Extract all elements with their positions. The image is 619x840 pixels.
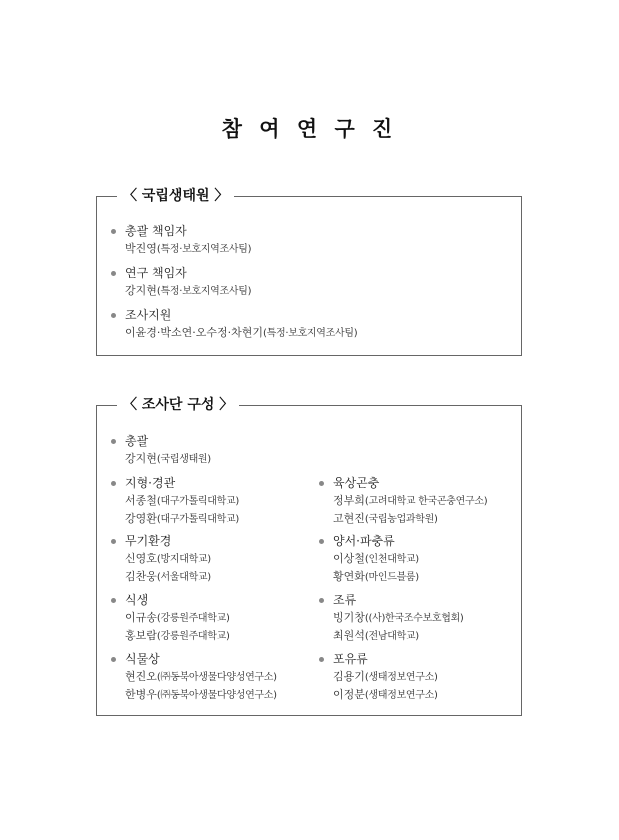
role-label: 연구 책임자 [125,266,187,280]
role-label: 식물상 [125,652,160,666]
section-heading: 〈 조사단 구성 〉 [117,395,239,415]
member-name: 이정분 [333,688,365,701]
member-affiliation: (마인드블룸) [364,572,419,583]
bullet-icon [319,481,324,486]
bullet-icon [319,598,324,603]
role-label: 식생 [125,593,149,607]
entry-abiotic [111,533,211,586]
member-affiliation: (고려대학교 한국곤충연구소) [364,496,488,507]
bullet-icon [111,539,116,544]
bullet-icon [111,598,116,603]
member-affiliation: (강릉원주대학교) [156,613,230,624]
member-name: 강지현 [125,284,157,297]
entry-herpetofauna [319,533,419,586]
entry-research-director [111,265,251,300]
member-affiliation: (서울대학교) [156,572,211,583]
entry-topography [111,475,239,528]
member-name: 고현진 [333,512,365,525]
role-label: 포유류 [333,652,368,666]
member-name: 강지현 [125,452,157,465]
member-name: 정부희 [333,494,365,507]
member-name: 신영호 [125,552,157,565]
role-label: 조류 [333,593,357,607]
section-heading: 〈 국립생태원 〉 [117,186,234,206]
entry-insects [319,475,487,528]
role-label: 총괄 [125,434,149,448]
member-affiliation: (강릉원주대학교) [156,631,230,642]
member-name: 이상철 [333,552,365,565]
bullet-icon [319,657,324,662]
member-affiliation: (특정·보호지역조사팀) [156,286,252,297]
member-name: 빙기창 [333,611,365,624]
member-affiliation: (대구가톨릭대학교) [156,496,239,507]
bullet-icon [111,271,116,276]
member-name: 강영환 [125,512,157,525]
member-affiliation: (㈜동북아생물다양성연구소) [156,690,277,701]
member-affiliation: (특정·보호지역조사팀) [263,328,358,339]
member-affiliation: (전남대학교) [364,631,419,642]
section-survey-team-box [96,397,522,716]
member-affiliation: (특정·보호지역조사팀) [156,244,252,255]
role-label: 무기환경 [125,534,172,548]
page-title: 참 여 연 구 진 [221,117,398,141]
bullet-icon [111,229,116,234]
role-label: 총괄 책임자 [125,224,187,238]
member-affiliation: (국립농업과학원) [364,514,438,525]
bullet-icon [111,313,116,318]
member-affiliation: (생태정보연구소) [364,690,438,701]
entry-survey-support [111,307,357,342]
member-affiliation: (대구가톨릭대학교) [156,514,239,525]
member-name: 박진영 [125,242,157,255]
entry-birds [319,592,464,645]
member-affiliation: (인천대학교) [364,554,419,565]
entry-general [111,433,211,468]
section-nie-box [96,188,522,356]
member-affiliation: (국립생태원) [156,454,211,465]
member-name: 김찬웅 [125,570,157,583]
member-affiliation: (생태정보연구소) [364,672,438,683]
entry-mammals [319,651,438,704]
bullet-icon [319,539,324,544]
entry-vegetation [111,592,230,645]
member-affiliation: (㈜동북아생물다양성연구소) [156,672,277,683]
member-name: 이규송 [125,611,157,624]
member-name: 한병우 [125,688,157,701]
member-name: 최원석 [333,629,365,642]
role-label: 지형·경관 [125,476,176,490]
role-label: 육상곤충 [333,476,380,490]
member-name: 황연화 [333,570,365,583]
entry-flora [111,651,277,704]
member-name: 서종철 [125,494,157,507]
member-affiliation: (방지대학교) [156,554,211,565]
role-label: 양서·파충류 [333,534,395,548]
bullet-icon [111,657,116,662]
role-label: 조사지원 [125,308,172,322]
member-name: 현진오 [125,670,157,683]
member-affiliation: ((사)한국조수보호협회) [364,613,464,624]
member-name: 김용기 [333,670,365,683]
member-name: 홍보람 [125,629,157,642]
bullet-icon [111,439,116,444]
member-name: 이윤경·박소연·오수정·차현기 [125,326,264,339]
entry-general-director [111,223,251,258]
bullet-icon [111,481,116,486]
